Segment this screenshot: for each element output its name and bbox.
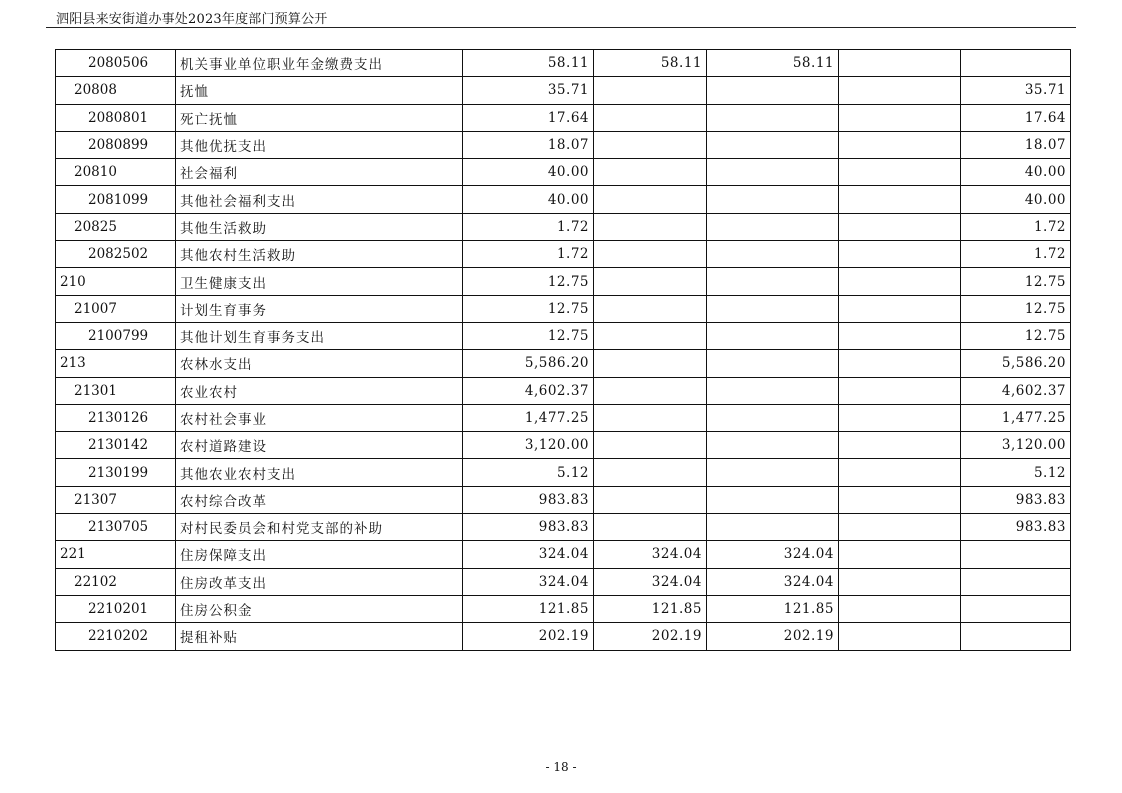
total-amount-cell: 40.00 [463,159,594,186]
personnel-expenditure-cell [707,268,839,295]
total-amount-cell: 983.83 [463,486,594,513]
table-row [56,568,1071,595]
personnel-expenditure-cell [707,241,839,268]
total-amount-cell: 983.83 [463,514,594,541]
subject-code-cell: 2082502 [56,241,176,268]
project-expenditure-cell: 1,477.25 [961,404,1071,431]
total-amount-cell: 324.04 [463,541,594,568]
public-expenditure-cell [839,268,961,295]
basic-expenditure-cell [594,486,707,513]
subject-name-cell: 提租补贴 [176,623,463,650]
subject-code-cell: 2130126 [56,404,176,431]
personnel-expenditure-cell [707,350,839,377]
total-amount-cell: 18.07 [463,131,594,158]
subject-code-cell: 20810 [56,159,176,186]
total-amount-cell: 4,602.37 [463,377,594,404]
public-expenditure-cell [839,350,961,377]
subject-code-cell: 20825 [56,213,176,240]
total-amount-cell: 5.12 [463,459,594,486]
table-row [56,514,1071,541]
subject-code-cell: 2080506 [56,50,176,77]
table-row [56,50,1071,77]
total-amount-cell: 1.72 [463,213,594,240]
project-expenditure-cell: 983.83 [961,486,1071,513]
project-expenditure-cell [961,623,1071,650]
project-expenditure-cell: 3,120.00 [961,432,1071,459]
subject-code-cell: 21307 [56,486,176,513]
basic-expenditure-cell [594,77,707,104]
public-expenditure-cell [839,131,961,158]
personnel-expenditure-cell [707,77,839,104]
project-expenditure-cell: 12.75 [961,322,1071,349]
total-amount-cell: 12.75 [463,295,594,322]
basic-expenditure-cell [594,159,707,186]
basic-expenditure-cell [594,213,707,240]
project-expenditure-cell [961,50,1071,77]
total-amount-cell: 58.11 [463,50,594,77]
total-amount-cell: 5,586.20 [463,350,594,377]
project-expenditure-cell [961,541,1071,568]
basic-expenditure-cell [594,295,707,322]
basic-expenditure-cell: 324.04 [594,541,707,568]
subject-name-cell: 死亡抚恤 [176,104,463,131]
subject-code-cell: 2080899 [56,131,176,158]
public-expenditure-cell [839,377,961,404]
basic-expenditure-cell [594,104,707,131]
page-number: - 18 - [545,760,577,774]
project-expenditure-cell: 5.12 [961,459,1071,486]
table-row [56,432,1071,459]
table-row [56,541,1071,568]
subject-name-cell: 社会福利 [176,159,463,186]
basic-expenditure-cell [594,514,707,541]
subject-name-cell: 农村综合改革 [176,486,463,513]
subject-name-cell: 机关事业单位职业年金缴费支出 [176,50,463,77]
personnel-expenditure-cell [707,186,839,213]
project-expenditure-cell: 12.75 [961,268,1071,295]
public-expenditure-cell [839,213,961,240]
project-expenditure-cell [961,595,1071,622]
subject-name-cell: 其他优抚支出 [176,131,463,158]
public-expenditure-cell [839,623,961,650]
personnel-expenditure-cell [707,104,839,131]
table-row [56,295,1071,322]
basic-expenditure-cell [594,322,707,349]
public-expenditure-cell [839,50,961,77]
personnel-expenditure-cell [707,432,839,459]
subject-code-cell: 21007 [56,295,176,322]
table-row [56,486,1071,513]
public-expenditure-cell [839,595,961,622]
public-expenditure-cell [839,295,961,322]
subject-code-cell: 210 [56,268,176,295]
public-expenditure-cell [839,104,961,131]
subject-name-cell: 其他农村生活救助 [176,241,463,268]
public-expenditure-cell [839,459,961,486]
public-expenditure-cell [839,514,961,541]
personnel-expenditure-cell: 324.04 [707,541,839,568]
table-row [56,77,1071,104]
subject-code-cell: 2100799 [56,322,176,349]
subject-code-cell: 2210201 [56,595,176,622]
subject-code-cell: 2081099 [56,186,176,213]
subject-name-cell: 住房公积金 [176,595,463,622]
total-amount-cell: 1.72 [463,241,594,268]
total-amount-cell: 324.04 [463,568,594,595]
total-amount-cell: 35.71 [463,77,594,104]
subject-code-cell: 2130142 [56,432,176,459]
personnel-expenditure-cell [707,459,839,486]
table-row [56,104,1071,131]
table-row [56,268,1071,295]
basic-expenditure-cell [594,459,707,486]
subject-name-cell: 其他生活救助 [176,213,463,240]
table-row [56,131,1071,158]
subject-code-cell: 221 [56,541,176,568]
personnel-expenditure-cell [707,322,839,349]
personnel-expenditure-cell: 58.11 [707,50,839,77]
table-row [56,459,1071,486]
project-expenditure-cell: 12.75 [961,295,1071,322]
table-row [56,241,1071,268]
basic-expenditure-cell [594,432,707,459]
total-amount-cell: 12.75 [463,322,594,349]
project-expenditure-cell: 4,602.37 [961,377,1071,404]
public-expenditure-cell [839,404,961,431]
basic-expenditure-cell: 58.11 [594,50,707,77]
public-expenditure-cell [839,322,961,349]
personnel-expenditure-cell [707,514,839,541]
table-row [56,623,1071,650]
basic-expenditure-cell [594,186,707,213]
basic-expenditure-cell [594,241,707,268]
total-amount-cell: 40.00 [463,186,594,213]
public-expenditure-cell [839,77,961,104]
header-divider [46,27,1076,28]
table-row [56,159,1071,186]
basic-expenditure-cell [594,350,707,377]
public-expenditure-cell [839,568,961,595]
basic-expenditure-cell: 121.85 [594,595,707,622]
subject-name-cell: 农村社会事业 [176,404,463,431]
total-amount-cell: 3,120.00 [463,432,594,459]
table-row [56,350,1071,377]
project-expenditure-cell: 983.83 [961,514,1071,541]
table-row [56,322,1071,349]
total-amount-cell: 12.75 [463,268,594,295]
project-expenditure-cell: 1.72 [961,213,1071,240]
project-expenditure-cell: 40.00 [961,186,1071,213]
subject-code-cell: 2210202 [56,623,176,650]
total-amount-cell: 121.85 [463,595,594,622]
budget-table [55,49,1071,651]
project-expenditure-cell [961,568,1071,595]
page-header-title: 泗阳县来安街道办事处2023年度部门预算公开 [56,12,328,27]
personnel-expenditure-cell [707,159,839,186]
subject-code-cell: 2130705 [56,514,176,541]
budget-table-body [56,50,1071,651]
table-row [56,186,1071,213]
table-row [56,595,1071,622]
personnel-expenditure-cell: 324.04 [707,568,839,595]
personnel-expenditure-cell [707,486,839,513]
public-expenditure-cell [839,432,961,459]
subject-code-cell: 2130199 [56,459,176,486]
subject-code-cell: 213 [56,350,176,377]
table-row [56,213,1071,240]
subject-name-cell: 计划生育事务 [176,295,463,322]
subject-name-cell: 卫生健康支出 [176,268,463,295]
subject-code-cell: 21301 [56,377,176,404]
subject-name-cell: 其他社会福利支出 [176,186,463,213]
subject-name-cell: 住房改革支出 [176,568,463,595]
basic-expenditure-cell [594,131,707,158]
subject-name-cell: 其他农业农村支出 [176,459,463,486]
table-row [56,404,1071,431]
subject-name-cell: 农业农村 [176,377,463,404]
project-expenditure-cell: 18.07 [961,131,1071,158]
project-expenditure-cell: 35.71 [961,77,1071,104]
basic-expenditure-cell: 202.19 [594,623,707,650]
total-amount-cell: 17.64 [463,104,594,131]
project-expenditure-cell: 1.72 [961,241,1071,268]
public-expenditure-cell [839,486,961,513]
subject-name-cell: 农村道路建设 [176,432,463,459]
table-row [56,377,1071,404]
total-amount-cell: 202.19 [463,623,594,650]
public-expenditure-cell [839,241,961,268]
personnel-expenditure-cell [707,213,839,240]
subject-code-cell: 2080801 [56,104,176,131]
personnel-expenditure-cell [707,377,839,404]
subject-code-cell: 22102 [56,568,176,595]
subject-code-cell: 20808 [56,77,176,104]
subject-name-cell: 对村民委员会和村党支部的补助 [176,514,463,541]
basic-expenditure-cell [594,404,707,431]
public-expenditure-cell [839,159,961,186]
subject-name-cell: 住房保障支出 [176,541,463,568]
subject-name-cell: 抚恤 [176,77,463,104]
basic-expenditure-cell [594,377,707,404]
personnel-expenditure-cell [707,295,839,322]
personnel-expenditure-cell: 202.19 [707,623,839,650]
basic-expenditure-cell [594,268,707,295]
subject-name-cell: 其他计划生育事务支出 [176,322,463,349]
personnel-expenditure-cell [707,131,839,158]
project-expenditure-cell: 17.64 [961,104,1071,131]
subject-name-cell: 农林水支出 [176,350,463,377]
personnel-expenditure-cell [707,404,839,431]
total-amount-cell: 1,477.25 [463,404,594,431]
project-expenditure-cell: 5,586.20 [961,350,1071,377]
public-expenditure-cell [839,541,961,568]
public-expenditure-cell [839,186,961,213]
project-expenditure-cell: 40.00 [961,159,1071,186]
personnel-expenditure-cell: 121.85 [707,595,839,622]
basic-expenditure-cell: 324.04 [594,568,707,595]
